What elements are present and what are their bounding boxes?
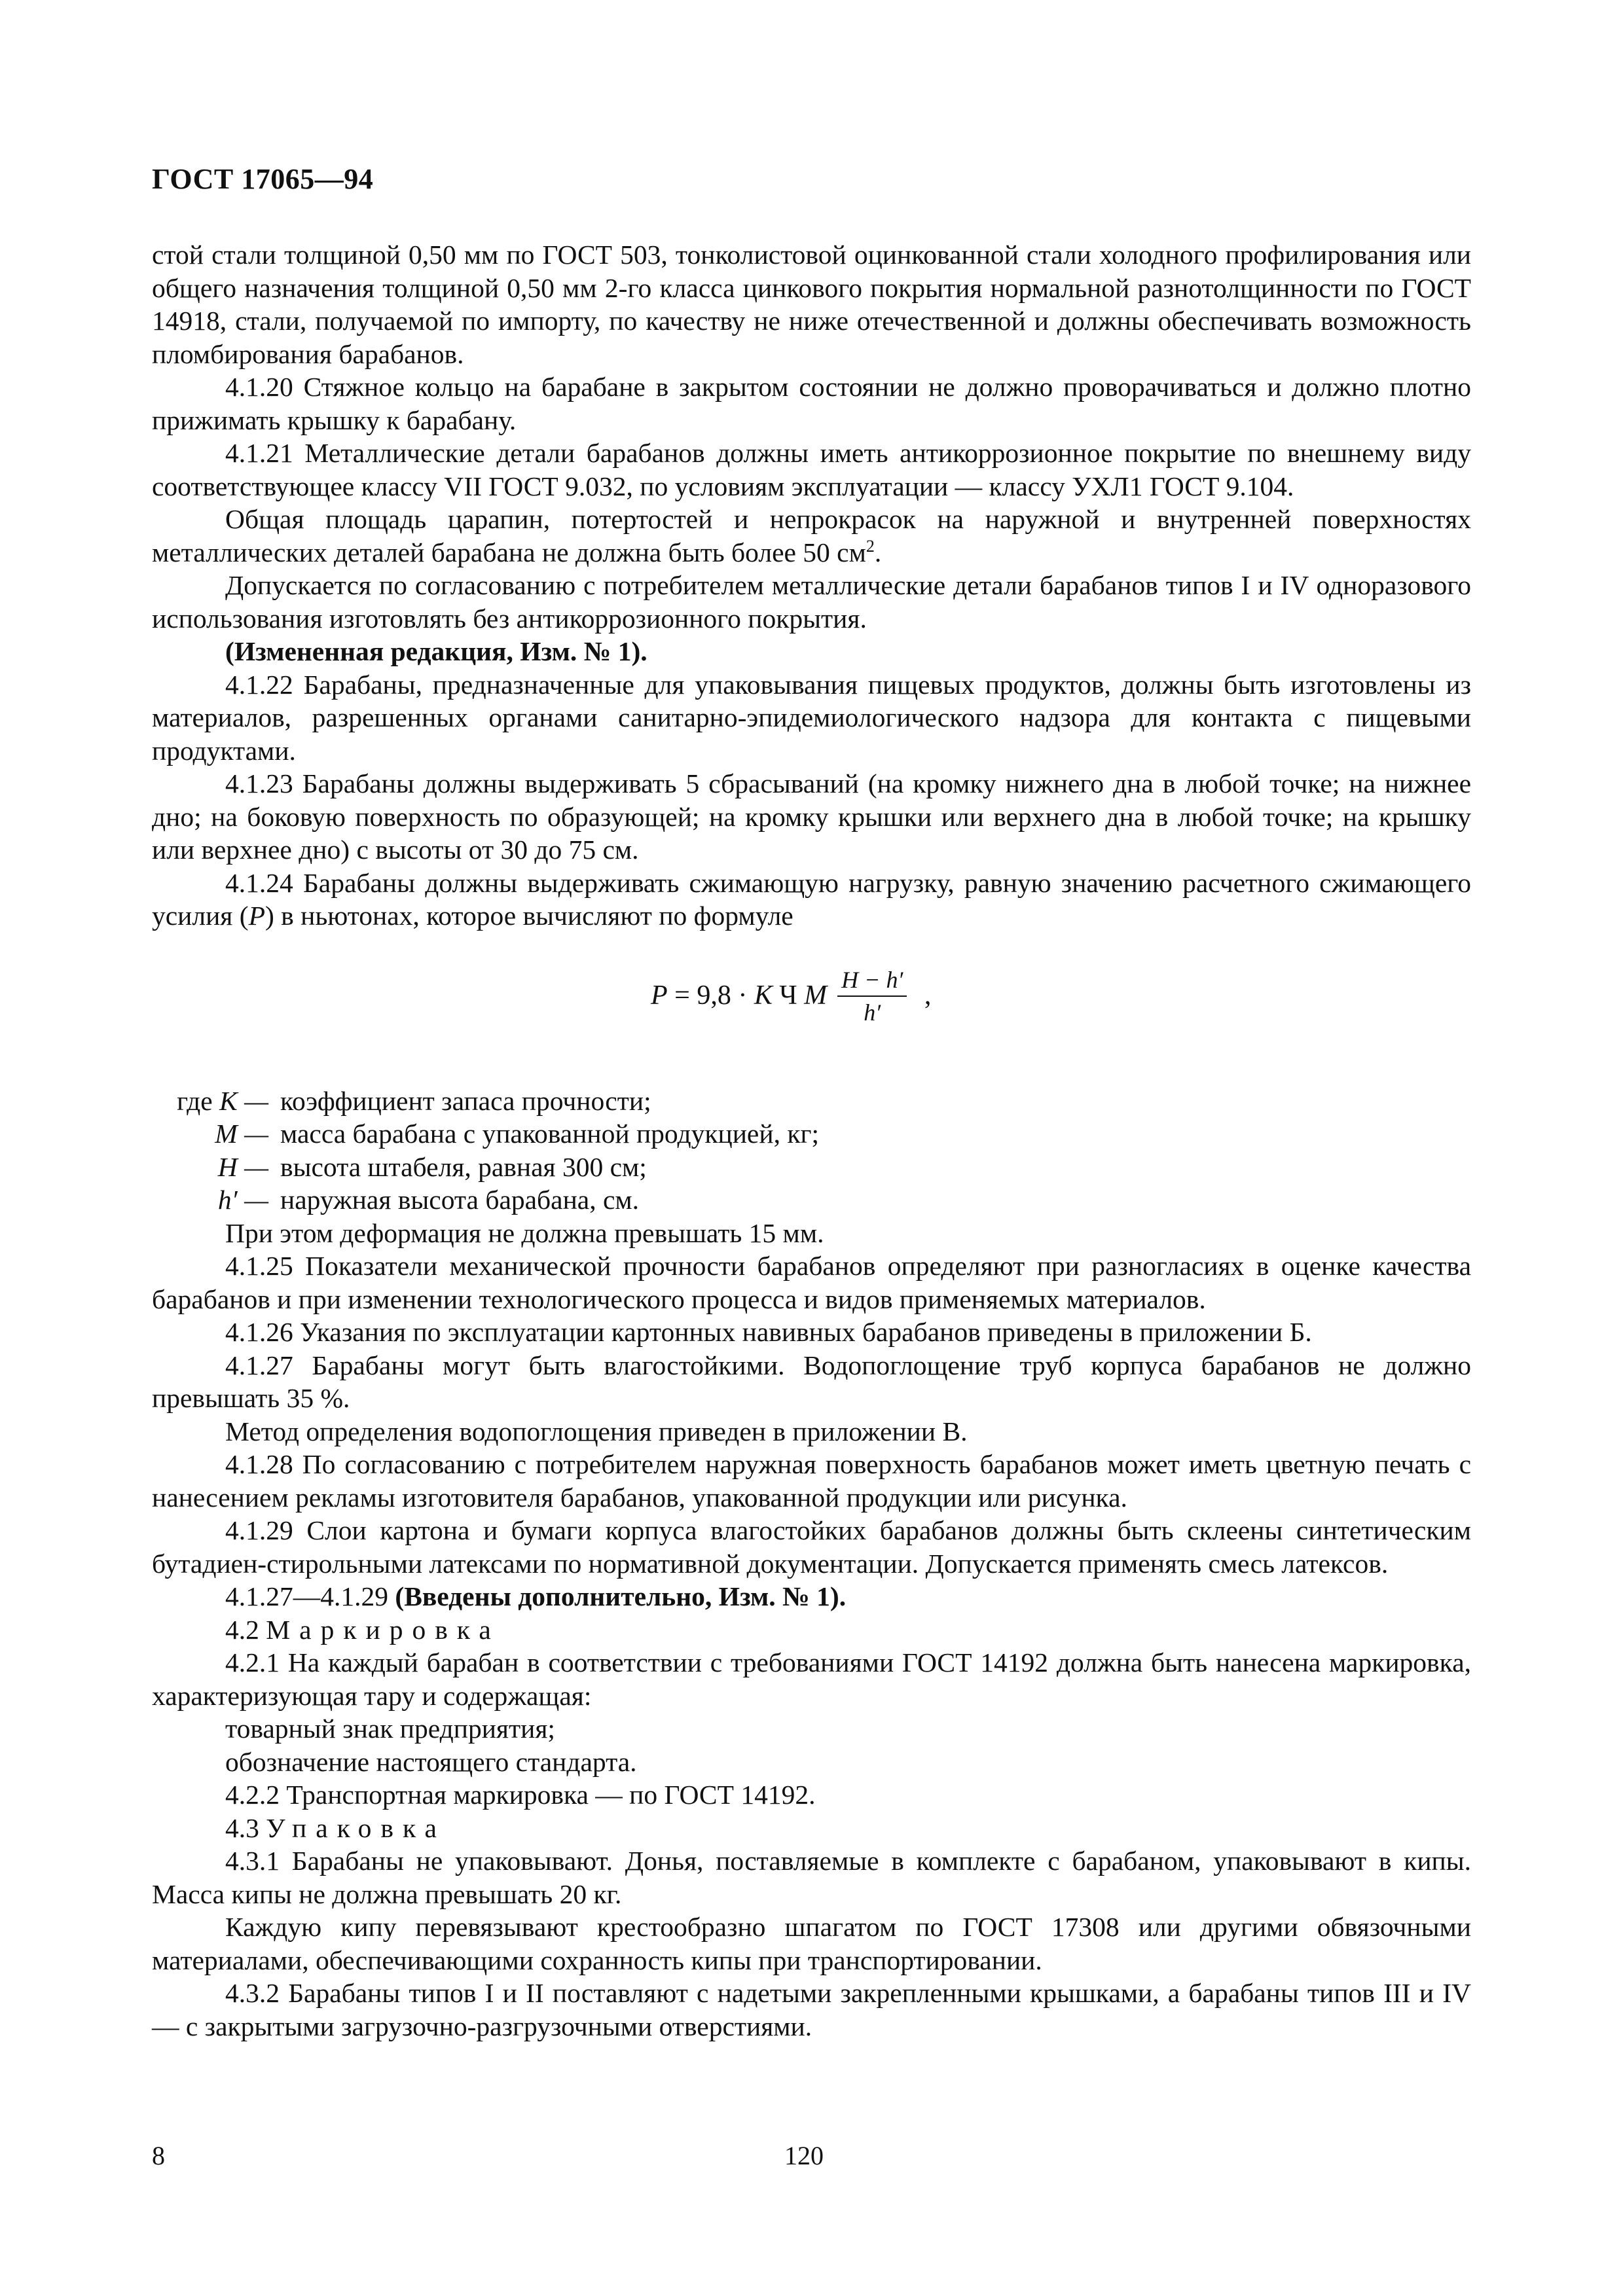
section-number: 4.3 [225,1812,266,1843]
where-row [152,1085,1471,1118]
paragraph: 4.1.22 Барабаны, предназначенные для упаковывания пищевых продуктов, должны быть изготовлены из материалов, разрешенных органами санитарно-эпидемиологического надзора для контакта с пищевыми продуктами. [152,669,1471,766]
where-description: масса барабана с упакованной продукцией, кг; [280,1119,820,1149]
where-symbol [152,1085,268,1118]
where-description: коэффициент запаса прочности; [280,1085,651,1116]
paragraph [152,1580,1471,1613]
section-heading [152,1812,1471,1845]
paragraph: 4.1.28 По согласованию с потребителем наружная поверхность барабанов может иметь цветную печать с нанесением рекламы изготовителя барабанов, упакованной продукции или рисунка. [152,1449,1471,1513]
section-heading [152,1613,1471,1647]
fraction-numerator: H − h′ [837,965,907,997]
superscript: 2 [866,536,875,556]
section-title: Упаковка [266,1812,446,1843]
variable: P [248,901,265,931]
formula-k: K [754,980,773,1011]
amendment-note: (Введены дополнительно, Изм. № 1). [395,1581,847,1611]
where-description: наружная высота барабана, см. [280,1185,640,1215]
section-number: 4.2 [225,1614,266,1645]
formula-m: M [804,980,828,1011]
where-row [152,1117,1471,1151]
paragraph: При этом деформация не должна превышать 15 мм. [225,1217,824,1248]
formula-ch: Ч [772,980,805,1011]
paragraph [152,867,1471,933]
paragraph: Метод определения водопоглощения приведен в приложении В. [225,1416,968,1446]
paragraph-text: ) в ньютонах, которое вычисляют по формуле [264,901,793,931]
where-description: высота штабеля, равная 300 см; [280,1151,647,1182]
paragraph: 4.3.2 Барабаны типов I и II поставляют с надетыми закрепленными крышками, а барабаны типов III и IV — с закрытыми загрузочно-разгрузочными отверстиями. [152,1978,1471,2041]
paragraph: 4.2.1 На каждый барабан в соответствии с требованиями ГОСТ 14192 должна быть нанесена маркировка, характеризующая тару и содержащая: [152,1647,1471,1711]
formula-expression [651,965,931,1027]
paragraph-text: Общая площадь царапин, потертостей и непрокрасок на наружной и внутренней поверхностях металлических деталей барабана не должна быть более 50 см [152,504,1471,567]
formula [152,933,1471,1085]
paragraph: 4.1.25 Показатели механической прочности барабанов определяют при разногласиях в оценке качества барабанов и при изменении технологического процесса и видов применяемых материалов. [152,1251,1471,1314]
paragraph: 4.1.21 Металлические детали барабанов должны иметь антикоррозионное покрытие по внешнему виду соответствующее классу VII ГОСТ 9.032, по условиям эксплуатации — классу УХЛ1 ГОСТ 9.104. [152,438,1471,501]
paragraph-text: 4.1.24 Барабаны должны выдерживать сжимающую нагрузку, равную значению расчетного сжимающего усилия ( [152,867,1471,931]
paragraph: 4.1.23 Барабаны должны выдерживать 5 сбрасываний (на кромку нижнего дна в любой точке; на нижнее дно; на боковую поверхность по образующей; на кромку крышки или верхнего дна в любой точке; на крышку или верхнее дно) с высоты от 30 до 75 см. [152,768,1471,865]
paragraph: 4.3.1 Барабаны не упаковывают. Донья, поставляемые в комплекте с барабаном, упаковывают в кипы. Масса кипы не должна превышать 20 кг. [152,1846,1471,1909]
formula-lhs: P [651,980,668,1011]
paragraph: Допускается по согласованию с потребителем металлические детали барабанов типов I и IV одноразового использования изготовлять без антикоррозионного покрытия. [152,570,1471,634]
sheet-number: 120 [784,2141,824,2170]
formula-fraction [837,965,907,1027]
fraction-denominator: h′ [864,999,881,1026]
paragraph-text: 4.1.27—4.1.29 [225,1581,395,1611]
paragraph: стой стали толщиной 0,50 мм по ГОСТ 503, тонколистовой оцинкованной стали холодного профилирования или общего назначения толщиной 0,50 мм 2-го класса цинкового покрытия нормальной разнотолщинности по ГОСТ 14918, стали, получаемой по импорту, по качеству не ниже отечественной и должны обеспечивать возможность пломбирования барабанов. [152,240,1471,369]
paragraph [152,503,1471,569]
where-row [152,1183,1471,1217]
paragraph: 4.1.29 Слои картона и бумаги корпуса влагостойких барабанов должны быть склеены синтетическим бутадиен-стирольными латексами по нормативной документации. Допускается применять смесь латексов. [152,1515,1471,1579]
document-header: ГОСТ 17065—94 [152,163,374,195]
formula-tail: , [917,980,932,1011]
where-intro: где [177,1085,220,1116]
formula-eq: = 9,8 · [667,980,754,1011]
where-row [152,1151,1471,1184]
list-item: обозначение настоящего стандарта. [225,1746,637,1777]
paragraph: 4.1.20 Стяжное кольцо на барабане в закрытом состоянии не должно проворачиваться и должно плотно прижимать крышку к барабану. [152,372,1471,435]
section-title: Маркировка [266,1614,500,1645]
where-symbol: H — [217,1151,268,1182]
paragraph: 4.1.26 Указания по эксплуатации картонных навивных барабанов приведены в приложении Б. [225,1317,1312,1347]
page-number: 8 [152,2141,165,2170]
where-symbol: M — [215,1119,268,1149]
paragraph: Каждую кипу перевязывают крестообразно шпагатом по ГОСТ 17308 или другими обвязочными материалами, обеспечивающими сохранность кипы при транспортировании. [152,1912,1471,1975]
paragraph: 4.1.27 Барабаны могут быть влагостойкими. Водопоглощение труб корпуса барабанов не должно превышать 35 %. [152,1350,1471,1413]
where-symbol: h′ — [217,1185,268,1215]
document-body [152,238,1471,2043]
symbol-k: K — [219,1085,268,1116]
where-list [152,1085,1471,1217]
paragraph-text: . [874,537,882,567]
paragraph: 4.2.2 Транспортная маркировка — по ГОСТ 14192. [225,1780,816,1810]
amendment-note: (Измененная редакция, Изм. № 1). [225,636,647,666]
list-item: товарный знак предприятия; [225,1713,555,1744]
